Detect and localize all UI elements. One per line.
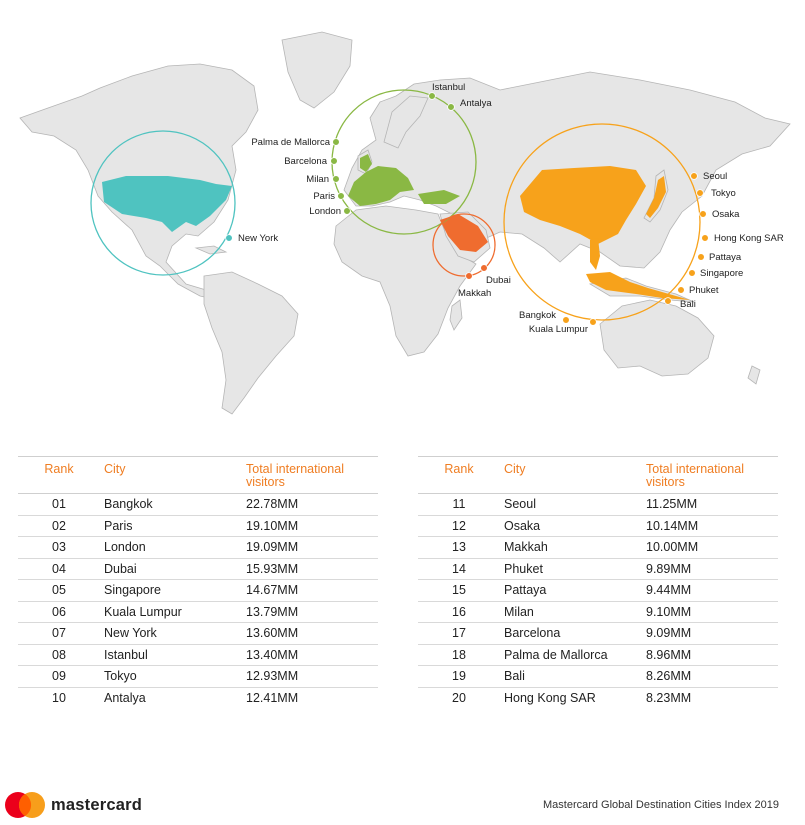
rank-cell: 04 bbox=[18, 558, 100, 580]
city-marker-bangkok bbox=[563, 317, 570, 324]
land-australia bbox=[600, 300, 714, 376]
city-marker-singapore bbox=[689, 270, 696, 277]
table-row bbox=[418, 515, 778, 537]
city-cell: New York bbox=[100, 623, 246, 645]
visitors-cell: 8.23MM bbox=[646, 690, 692, 705]
table-header-row bbox=[418, 457, 778, 494]
city-marker-makkah bbox=[466, 273, 473, 280]
table-row bbox=[418, 601, 778, 623]
city-cell: Osaka bbox=[500, 515, 646, 537]
header-visitors bbox=[246, 457, 378, 494]
table-row bbox=[18, 558, 378, 580]
rank-cell: 08 bbox=[18, 644, 100, 666]
table-row bbox=[18, 537, 378, 559]
city-marker-bali bbox=[665, 298, 672, 305]
table-row bbox=[18, 666, 378, 688]
city-label-osaka: Osaka bbox=[712, 209, 740, 220]
visitors-cell: 11.25MM bbox=[646, 494, 778, 516]
ranking-table-right bbox=[418, 456, 778, 708]
visitors-cell: 13.40MM bbox=[246, 644, 378, 666]
header-visitors-line1: Total international bbox=[246, 462, 344, 476]
visitors-cell: 9.09MM bbox=[646, 623, 778, 645]
rank-cell: 09 bbox=[18, 666, 100, 688]
city-cell: Dubai bbox=[100, 558, 246, 580]
rank-cell: 17 bbox=[418, 623, 500, 645]
rank-cell: 18 bbox=[418, 644, 500, 666]
mastercard-circles-icon bbox=[4, 791, 46, 819]
city-marker-new-york bbox=[226, 235, 233, 242]
visitors-cell: 10.14MM bbox=[646, 515, 778, 537]
rank-cell: 05 bbox=[18, 580, 100, 602]
source-credit: Mastercard Global Destination Cities Index 2019 bbox=[542, 799, 779, 811]
header-visitors-line1: Total international bbox=[646, 462, 744, 476]
visitors-cell: 9.44MM bbox=[646, 580, 778, 602]
city-cell: Milan bbox=[500, 601, 646, 623]
city-cell: Makkah bbox=[500, 537, 646, 559]
city-marker-antalya bbox=[448, 104, 455, 111]
rank-cell: 14 bbox=[418, 558, 500, 580]
city-label-bali: Bali bbox=[680, 299, 696, 310]
visitors-cell: 15.93MM bbox=[246, 558, 378, 580]
city-label-bangkok: Bangkok bbox=[519, 310, 556, 321]
mastercard-logo bbox=[4, 790, 142, 820]
land-new-zealand bbox=[748, 366, 760, 384]
visitors-cell: 9.10MM bbox=[646, 601, 778, 623]
visitors-cell: 8.96MM bbox=[646, 644, 778, 666]
header-visitors-line2: visitors bbox=[246, 475, 285, 489]
visitors-cell: 19.09MM bbox=[246, 537, 378, 559]
header-rank: Rank bbox=[18, 457, 100, 494]
table-header-row bbox=[18, 457, 378, 494]
rank-cell: 13 bbox=[418, 537, 500, 559]
rank-cell: 06 bbox=[18, 601, 100, 623]
rank-cell: 10 bbox=[52, 690, 66, 705]
rank-cell: 20 bbox=[452, 690, 466, 705]
city-marker-milan bbox=[333, 176, 340, 183]
city-label-milan: Milan bbox=[306, 174, 329, 185]
city-marker-hong-kong-sar bbox=[702, 235, 709, 242]
table-row bbox=[18, 515, 378, 537]
city-marker-barcelona bbox=[331, 158, 338, 165]
region-thailand bbox=[590, 238, 600, 270]
city-cell: Bali bbox=[500, 666, 646, 688]
mastercard-wordmark: mastercard bbox=[51, 795, 142, 814]
city-cell: Hong Kong SAR bbox=[504, 690, 596, 705]
visitors-cell: 14.67MM bbox=[246, 580, 378, 602]
header-visitors-line2: visitors bbox=[646, 475, 685, 489]
city-marker-istanbul bbox=[429, 93, 436, 100]
table-row bbox=[418, 644, 778, 666]
table-row bbox=[18, 644, 378, 666]
city-marker-dubai bbox=[481, 265, 488, 272]
city-cell: Palma de Mallorca bbox=[500, 644, 646, 666]
land-madagascar bbox=[450, 300, 462, 330]
visitors-cell: 10.00MM bbox=[646, 537, 778, 559]
visitors-cell: 22.78MM bbox=[246, 494, 378, 516]
ranking-rows-right bbox=[418, 494, 778, 709]
land-greenland bbox=[282, 32, 352, 108]
land-south-america bbox=[204, 272, 298, 414]
city-label-london: London bbox=[309, 206, 341, 217]
city-label-antalya: Antalya bbox=[460, 98, 492, 109]
city-cell: London bbox=[100, 537, 246, 559]
table-row bbox=[18, 623, 378, 645]
visitors-cell: 12.41MM bbox=[246, 690, 299, 705]
rank-cell: 19 bbox=[418, 666, 500, 688]
city-marker-london bbox=[344, 208, 351, 215]
city-label-istanbul: Istanbul bbox=[432, 82, 466, 93]
table-row bbox=[18, 687, 378, 708]
city-cell: Kuala Lumpur bbox=[100, 601, 246, 623]
city-cell: Pattaya bbox=[500, 580, 646, 602]
city-marker-phuket bbox=[678, 287, 685, 294]
table-row bbox=[418, 623, 778, 645]
city-marker-paris bbox=[338, 193, 345, 200]
city-label-seoul: Seoul bbox=[703, 171, 728, 182]
header-city: City bbox=[500, 457, 646, 494]
city-marker-pattaya bbox=[698, 254, 705, 261]
city-cell: Seoul bbox=[500, 494, 646, 516]
city-label-paris: Paris bbox=[313, 191, 335, 202]
ranking-rows-left bbox=[18, 494, 378, 709]
header-rank: Rank bbox=[418, 457, 500, 494]
rank-cell: 07 bbox=[18, 623, 100, 645]
city-cell: Istanbul bbox=[100, 644, 246, 666]
table-row bbox=[418, 580, 778, 602]
header-city: City bbox=[100, 457, 246, 494]
table-row bbox=[418, 558, 778, 580]
land-caribbean bbox=[196, 246, 226, 254]
city-marker-seoul bbox=[691, 173, 698, 180]
table-row bbox=[18, 580, 378, 602]
city-cell: Singapore bbox=[100, 580, 246, 602]
city-label-singapore: Singapore bbox=[700, 268, 744, 279]
table-row bbox=[18, 601, 378, 623]
city-label-dubai: Dubai bbox=[486, 275, 511, 286]
city-label-palma-de-mallorca: Palma de Mallorca bbox=[251, 137, 330, 148]
rank-cell: 02 bbox=[18, 515, 100, 537]
city-cell: Antalya bbox=[104, 690, 146, 705]
table-row bbox=[418, 537, 778, 559]
rank-cell: 03 bbox=[18, 537, 100, 559]
header-visitors bbox=[646, 457, 778, 494]
rank-cell: 12 bbox=[418, 515, 500, 537]
city-marker-osaka bbox=[700, 211, 707, 218]
city-label-pattaya: Pattaya bbox=[709, 252, 742, 263]
city-cell: Barcelona bbox=[500, 623, 646, 645]
visitors-cell: 13.60MM bbox=[246, 623, 378, 645]
city-label-phuket: Phuket bbox=[689, 285, 719, 296]
table-row bbox=[18, 494, 378, 516]
city-cell: Bangkok bbox=[100, 494, 246, 516]
table-row bbox=[418, 666, 778, 688]
city-label-kuala-lumpur: Kuala Lumpur bbox=[528, 324, 588, 335]
rank-cell: 16 bbox=[418, 601, 500, 623]
visitors-cell: 12.93MM bbox=[246, 666, 378, 688]
table-row bbox=[418, 687, 778, 708]
city-label-makkah: Makkah bbox=[458, 288, 492, 299]
visitors-cell: 13.79MM bbox=[246, 601, 378, 623]
city-label-tokyo: Tokyo bbox=[711, 188, 736, 199]
visitors-cell: 9.89MM bbox=[646, 558, 778, 580]
land-masses bbox=[20, 32, 790, 414]
city-label-hong-kong-sar: Hong Kong SAR bbox=[714, 233, 784, 244]
city-marker-palma-de-mallorca bbox=[333, 139, 340, 146]
rank-cell: 11 bbox=[418, 494, 500, 516]
ranking-table-left bbox=[18, 456, 378, 708]
city-cell: Phuket bbox=[500, 558, 646, 580]
city-cell: Paris bbox=[100, 515, 246, 537]
visitors-cell: 19.10MM bbox=[246, 515, 378, 537]
visitors-cell: 8.26MM bbox=[646, 666, 778, 688]
rank-cell: 15 bbox=[418, 580, 500, 602]
rank-cell: 01 bbox=[18, 494, 100, 516]
city-marker-kuala-lumpur bbox=[590, 319, 597, 326]
city-label-barcelona: Barcelona bbox=[284, 156, 327, 167]
city-marker-tokyo bbox=[697, 190, 704, 197]
table-row bbox=[418, 494, 778, 516]
city-cell: Tokyo bbox=[100, 666, 246, 688]
city-label-new-york: New York bbox=[238, 233, 279, 244]
